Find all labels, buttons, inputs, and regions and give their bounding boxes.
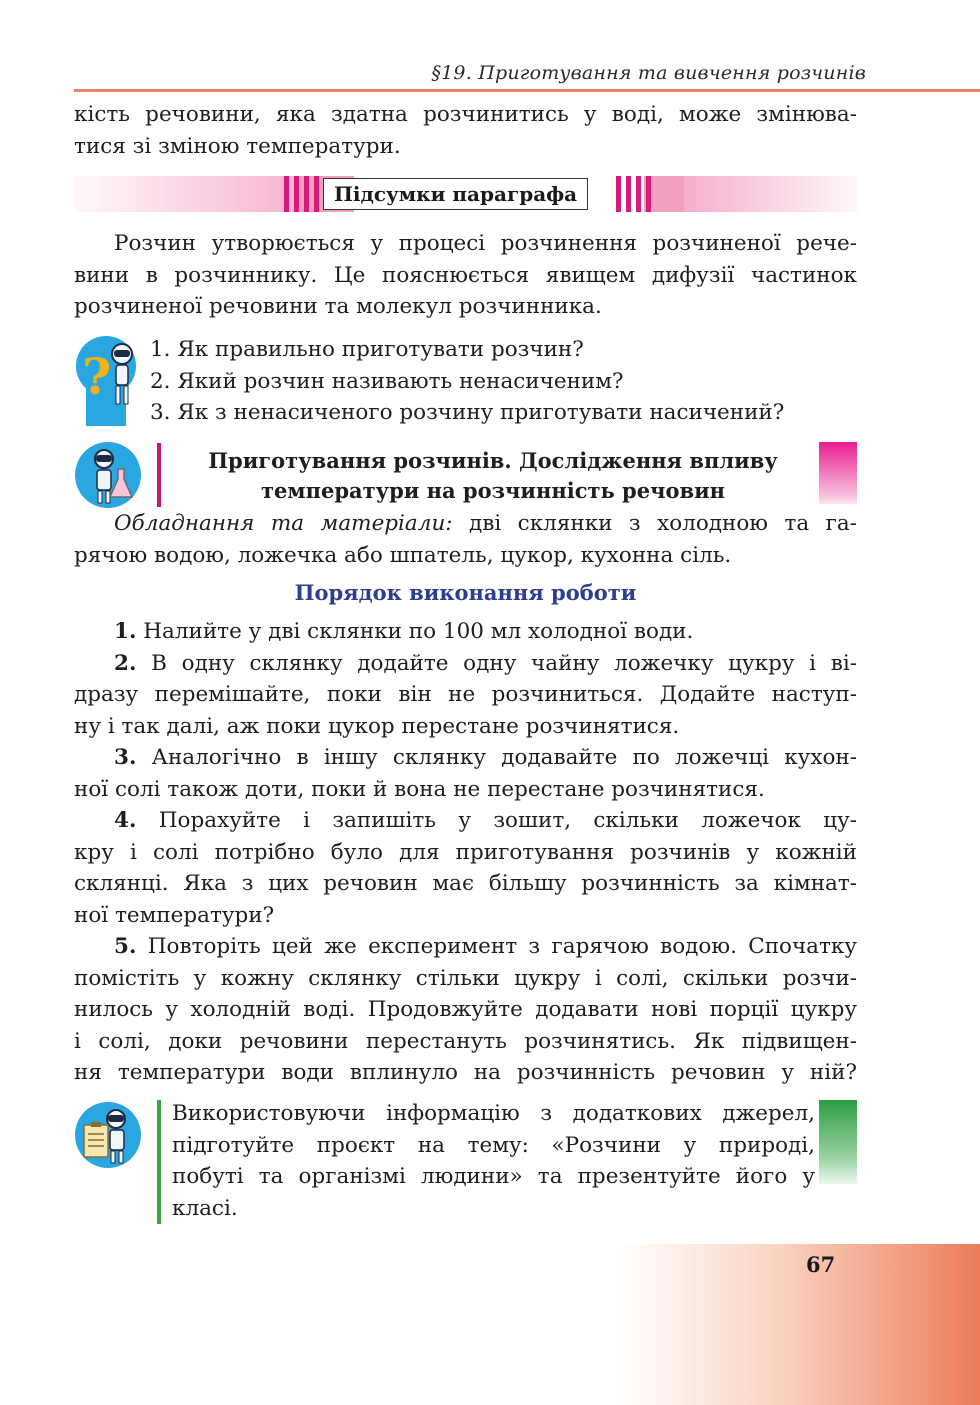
text-line: Використовуючи інформацію з додаткових джерел,	[172, 1101, 815, 1126]
step-line: ної солі також доти, поки й вона не перестане розчинятися.	[74, 776, 765, 802]
step-number: 4.	[114, 808, 137, 833]
summary-title: Підсумки параграфа	[323, 178, 588, 210]
page-corner-decoration	[620, 1244, 980, 1405]
lab-accent-bar	[157, 443, 161, 507]
step-line: ну і так далі, аж поки цукор перестане розчинятися.	[74, 713, 680, 739]
text-line: тися зі зміною температури.	[74, 133, 401, 159]
step-line	[74, 742, 857, 774]
question-item: 1. Як правильно приготувати розчин?	[150, 337, 584, 362]
project-paragraph	[172, 1098, 815, 1224]
intro-paragraph	[74, 99, 857, 162]
robot-clipboard-icon	[74, 1101, 142, 1169]
step-line: нилось у холодній воді. Продовжуйте додавати нові порції цукру	[74, 997, 857, 1022]
robot-question-icon	[74, 332, 148, 428]
text-line: вини в розчиннику. Це пояснюється явищем дифузії частинок	[74, 262, 857, 288]
header-rule	[74, 89, 980, 92]
step-line: ня температури води вплинуло на розчинність речовин у ній?	[74, 1060, 857, 1085]
text-line: рячою водою, ложечка або шпатель, цукор, кухонна сіль.	[74, 542, 732, 568]
text-line: класі.	[172, 1195, 238, 1221]
procedure-steps	[74, 616, 857, 1089]
equipment-label: Обладнання та матеріали:	[114, 511, 453, 536]
equipment-paragraph	[74, 508, 857, 571]
text-line: підготуйте проєкт на тему: «Розчини у природі,	[172, 1132, 815, 1158]
text-line: кість речовини, яка здатна розчинитись у воді, може змінюва-	[74, 102, 857, 127]
running-header: §19. Приготування та вивчення розчинів	[431, 62, 866, 84]
question-item: 3. Як з ненасиченого розчину приготувати насичений?	[150, 400, 785, 425]
step-text: Налийте у дві склянки по 100 мл холодної води.	[143, 619, 694, 644]
step-line	[74, 931, 857, 963]
equipment-text: дві склянки з холодною та га-	[452, 511, 857, 536]
lab-accent-block	[819, 442, 857, 504]
robot-flask-icon	[74, 441, 142, 509]
lab-title-line: температури на розчинність речовин	[260, 478, 726, 503]
procedure-title: Порядок виконання роботи	[294, 580, 637, 605]
text-line: побуті та організмі людини» та презентуйте його у	[172, 1164, 815, 1189]
step-line: склянці. Яка з цих речовин має більшу розчинність за кімнат-	[74, 871, 857, 896]
lab-title	[170, 446, 816, 506]
step-number: 2.	[114, 650, 137, 676]
step-number: 1.	[114, 619, 137, 644]
text-line: розчиненої речовини та молекул розчинника.	[74, 294, 602, 319]
step-line	[74, 648, 857, 680]
step-line: ної температури?	[74, 902, 275, 928]
step-line: дразу перемішайте, поки він не розчиниться. Додайте наступ-	[74, 682, 857, 707]
step-text: Повторіть цей же експеримент з гарячою водою. Спочатку	[147, 934, 857, 959]
text-line: Розчин утворюється у процесі розчинення розчиненої рече-	[114, 231, 857, 256]
svg-text:?: ?	[82, 347, 112, 406]
step-line: і солі, доки речовини перестануть розчинятись. Як підвищен-	[74, 1028, 857, 1054]
question-item: 2. Який розчин називають ненасиченим?	[150, 368, 624, 394]
summary-paragraph	[74, 228, 857, 323]
step-line	[74, 616, 857, 648]
review-questions	[150, 334, 784, 429]
page-number: 67	[806, 1252, 836, 1277]
step-number: 3.	[114, 745, 137, 770]
text-line	[74, 508, 857, 540]
project-accent-bar	[157, 1100, 161, 1224]
step-line	[74, 805, 857, 837]
project-accent-block	[819, 1100, 857, 1184]
step-line: кру і солі потрібно було для приготування розчинів у кожній	[74, 839, 857, 865]
lab-title-line: Приготування розчинів. Дослідження впливу	[208, 448, 778, 473]
step-number: 5.	[114, 934, 137, 959]
step-text: В одну склянку додайте одну чайну ложечку цукру і ві-	[151, 650, 857, 676]
step-line: помістіть у кожну склянку стільки цукру і солі, скільки розчи-	[74, 965, 857, 991]
step-text: Аналогічно в іншу склянку додавайте по ложечці кухон-	[151, 745, 857, 770]
step-text: Порахуйте і запишіть у зошит, скільки ложечок цу-	[158, 808, 857, 833]
